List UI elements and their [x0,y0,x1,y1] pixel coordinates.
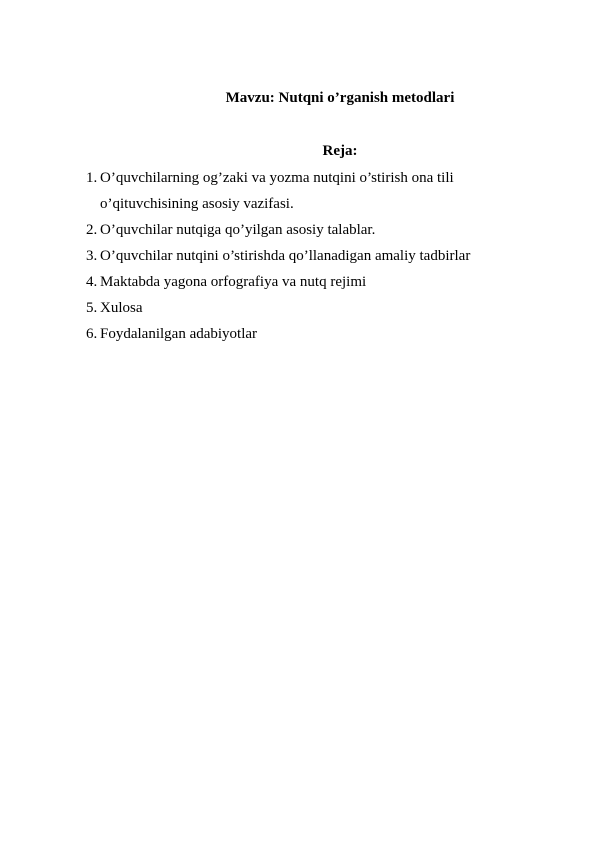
plan-item-text [100,243,526,269]
plan-item-line: O’quvchilar nutqini o’stirishda qo’llanadigan amaliy tadbirlar [100,248,471,264]
plan-item-number: 3. [86,248,98,264]
plan-item-1 [86,165,526,217]
plan-item-line: o’qituvchisining asosiy vazifasi. [100,196,294,212]
plan-item-number: 2. [86,222,98,238]
plan-item-line: Foydalanilgan adabiyotlar [100,326,258,342]
plan-item-number: 6. [86,326,98,342]
plan-item-5 [86,295,526,321]
plan-item-line: O’quvchilarning og’zaki va yozma nutqini o’stirish ona tili [100,170,454,186]
plan-item-number: 5. [86,300,98,316]
plan-item-text [100,165,526,217]
plan-item-text [100,321,526,347]
plan-item-text [100,217,526,243]
plan-heading: Reja: [322,143,358,159]
plan-item-line: Xulosa [100,300,143,316]
plan-item-number: 1. [86,170,98,186]
plan-item-number: 4. [86,274,98,290]
plan-item-line: Maktabda yagona orfografiya va nutq rejimi [100,274,367,290]
plan-item-6 [86,321,526,347]
plan-list [86,165,526,347]
plan-item-3 [86,243,526,269]
plan-item-text [100,295,526,321]
plan-item-2 [86,217,526,243]
document-title: Mavzu: Nutqni o’rganish metodlari [225,90,455,106]
plan-item-4 [86,269,526,295]
plan-item-line: O’quvchilar nutqiga qo’yilgan asosiy talablar. [100,222,376,238]
plan-item-text [100,269,526,295]
